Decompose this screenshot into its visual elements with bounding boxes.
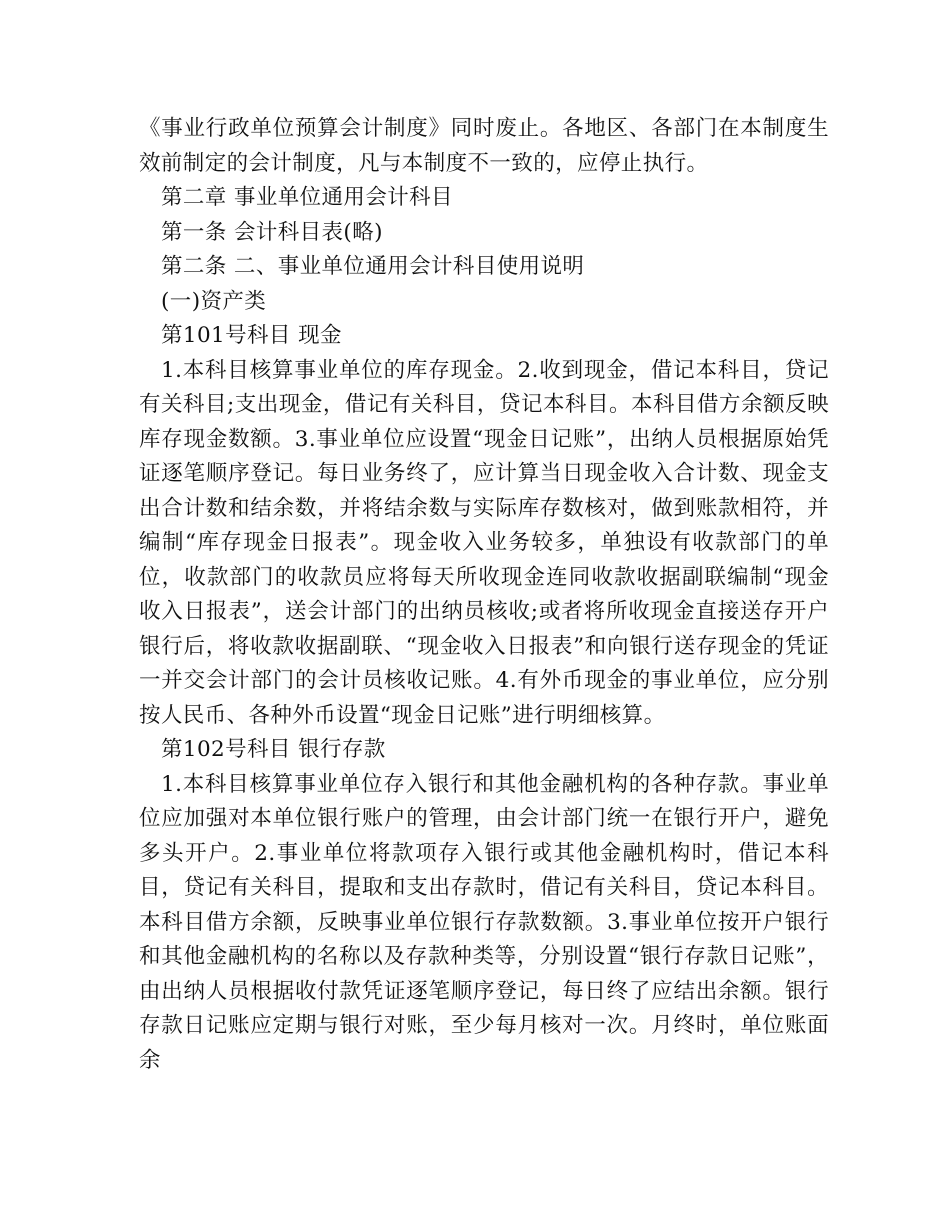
section-heading-assets: (一)资产类: [161, 288, 267, 314]
subject-heading-101: 第101号科目 现金: [161, 323, 342, 348]
document-page: [139, 112, 829, 1078]
chapter-heading: 第二章 事业单位通用会计科目: [161, 185, 453, 210]
subject-heading-102: 第102号科目 银行存款: [161, 737, 386, 762]
paragraph-continuation: 《事业行政单位预算会计制度》同时废止。各地区、各部门在本制度生效前制定的会计制度，凡与本制度不一致的，应停止执行。: [139, 116, 829, 176]
subject-body-101: 1.本科目核算事业单位的库存现金。2.收到现金，借记本科目，贷记有关科目;支出现金，借记有关科目，贷记本科目。本科目借方余额反映库存现金数额。3.事业单位应设置“现金日记账”，出纳人员根据原始凭证逐笔顺序登记。每日业务终了，应计算当日现金收入合计数、现金支出合计数和结余数，并将结余数与实际库存数核对，做到账款相符，并编制“库存现金日报表”。现金收入业务较多，单独设有收款部门的单位，收款部门的收款员应将每天所收现金连同收款收据副联编制“现金收入日报表”，送会计部门的出纳员核收;或者将所收现金直接送存开户银行后，将收款收据副联、“现金收入日报表”和向银行送存现金的凭证一并交会计部门的会计员核收记账。4.有外币现金的事业单位，应分别按人民币、各种外币设置“现金日记账”进行明细核算。: [139, 357, 829, 728]
article-heading-2: 第二条 二、事业单位通用会计科目使用说明: [161, 254, 585, 279]
article-heading-1: 第一条 会计科目表(略): [161, 219, 383, 245]
subject-body-102: 1.本科目核算事业单位存入银行和其他金融机构的各种存款。事业单位应加强对本单位银行账户的管理，由会计部门统一在银行开户，避免多头开户。2.事业单位将款项存入银行或其他金融机构时，借记本科目，贷记有关科目，提取和支出存款时，借记有关科目，贷记本科目。本科目借方余额，反映事业单位银行存款数额。3.事业单位按开户银行和其他金融机构的名称以及存款种类等，分别设置“银行存款日记账”，由出纳人员根据收付款凭证逐笔顺序登记，每日终了应结出余额。银行存款日记账应定期与银行对账，至少每月核对一次。月终时，单位账面余: [139, 771, 829, 1073]
